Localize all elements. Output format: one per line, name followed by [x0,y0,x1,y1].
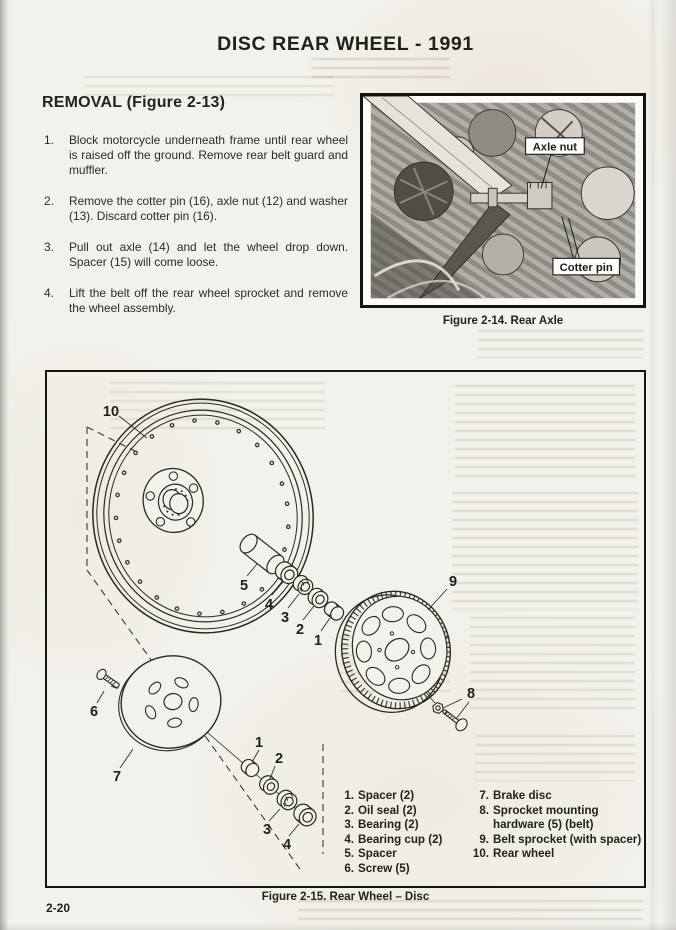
paper-crease [648,0,658,930]
legend-item [339,804,469,819]
legend-column-right [469,789,643,877]
callout-6: 6 [89,704,99,720]
legend-item [339,847,469,862]
step-number: 2. [44,194,54,208]
legend-label: Oil seal (2) [358,803,417,817]
legend-label: Spacer (2) [358,789,415,802]
scan-edge-right [660,0,676,930]
bleedthrough-artifact [478,330,643,358]
legend-label: Belt sprocket (with spacer) [493,832,642,846]
legend-item [339,789,469,804]
callout-7: 7 [112,769,122,785]
step-text: Block motorcycle underneath frame until rear wheel is raised off the ground. Remove rear belt guard and muffler. [69,133,348,177]
parts-legend [339,789,643,877]
cotter-pin-label [553,258,620,275]
page-number: 2-20 [46,901,71,915]
step-number: 1. [44,133,54,147]
oil-seal-2-lower-drawing [257,773,282,797]
callout-4: 4 [264,597,274,613]
removal-step [42,194,348,224]
legend-label: Brake disc [493,789,552,802]
legend-num: 1. [344,789,354,802]
removal-heading: REMOVAL (Figure 2-13) [42,94,226,111]
legend-num: 9. [479,832,489,846]
scan-edge-bottom [0,923,676,930]
legend-num: 8. [479,803,489,817]
callout-2-lower: 2 [274,751,284,767]
legend-label: Spacer [358,847,397,861]
removal-step [42,133,348,178]
removal-step [42,286,348,316]
legend-item [469,833,643,848]
callout-10: 10 [102,404,120,420]
legend-item [339,833,469,848]
legend-label: Bearing (2) [358,818,419,832]
figure-2-14 [360,93,646,327]
belt-sprocket-drawing [323,580,464,724]
callout-1-lower: 1 [254,735,264,751]
callout-3-lower: 3 [262,822,272,838]
axle-nut-label-text: Axle nut [532,141,578,154]
legend-num: 5. [344,847,354,861]
legend-item [339,862,469,877]
brake-disc-drawing [110,647,230,760]
legend-num: 6. [344,861,354,875]
callout-4-lower: 4 [282,837,292,853]
legend-label: Rear wheel [493,847,555,861]
removal-section [42,94,350,332]
callout-1: 1 [313,633,323,649]
step-number: 3. [44,240,54,254]
callout-3: 3 [280,610,290,626]
step-text: Lift the belt off the rear wheel sprocket and remove the wheel assembly. [69,286,348,315]
bleedthrough-artifact [298,900,643,922]
legend-item [469,789,643,804]
legend-label: Screw (5) [358,861,410,875]
figure-2-15-box [45,370,646,888]
removal-step [42,240,348,270]
callout-5: 5 [239,578,249,594]
figure-2-15-caption: Figure 2-15. Rear Wheel – Disc [261,891,430,903]
legend-num: 2. [344,803,354,817]
legend-column-left [339,789,469,877]
legend-num: 4. [344,832,354,846]
step-text: Remove the cotter pin (16), axle nut (12) and washer (13). Discard cotter pin (16). [69,194,348,223]
callout-9: 9 [448,574,458,590]
screw-6-drawing [95,668,122,691]
legend-num: 3. [344,818,354,832]
legend-num: 7. [479,789,489,802]
page-title: DISC REAR WHEEL - 1991 [217,33,474,55]
step-text: Pull out axle (14) and let the wheel drop down. Spacer (15) will come loose. [69,240,348,269]
axle-nut-label [526,138,585,155]
callout-2: 2 [295,622,305,638]
legend-item [339,818,469,833]
scan-edge-left [0,0,9,930]
sprocket-hardware-drawing [431,702,469,733]
rear-wheel-drawing [76,383,330,649]
cotter-pin-label-text: Cotter pin [559,262,613,274]
callout-8: 8 [466,686,476,702]
figure-2-14-photo [360,93,646,308]
legend-label: Sprocket mounting hardware (5) (belt) [493,803,599,832]
step-number: 4. [44,286,54,300]
legend-item [469,804,643,833]
legend-num: 10. [472,847,489,861]
legend-label: Bearing cup (2) [358,832,443,846]
bleedthrough-artifact [312,58,450,78]
rear-axle-photo [363,96,643,305]
figure-2-14-caption: Figure 2-14. Rear Axle [442,315,564,327]
legend-item [469,847,643,862]
